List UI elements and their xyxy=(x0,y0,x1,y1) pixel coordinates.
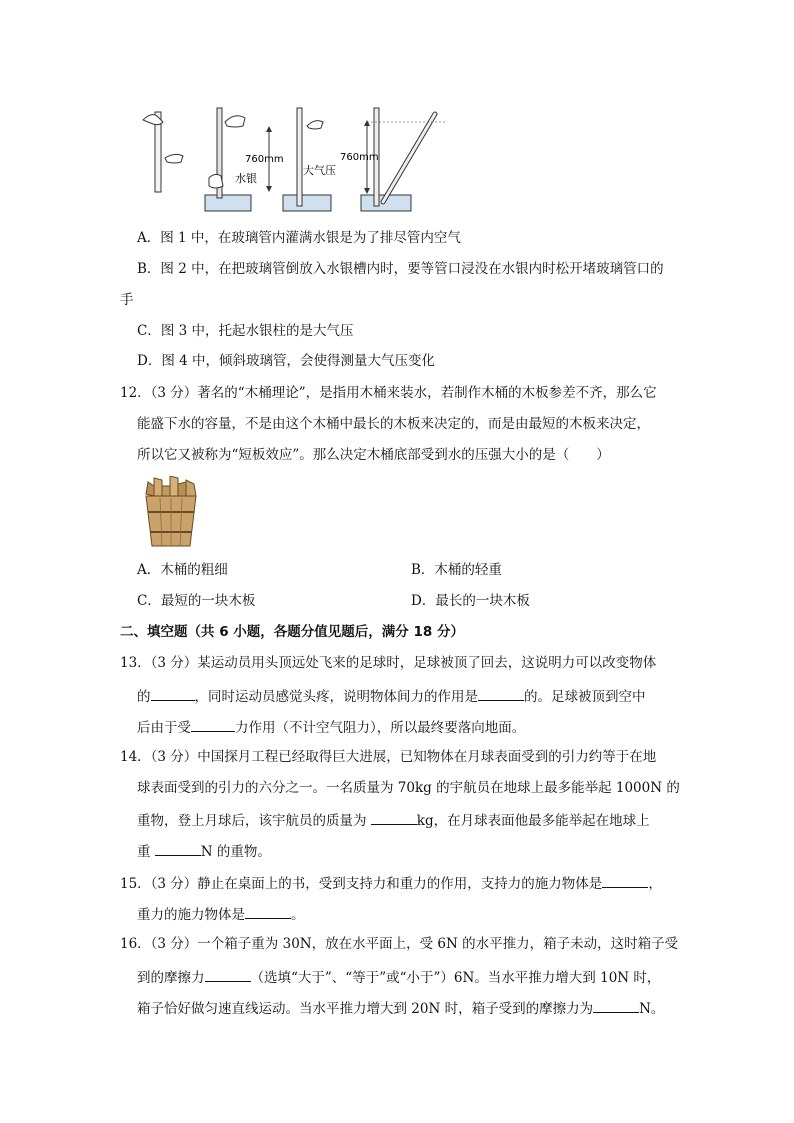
q16-text-c: 箱子恰好做匀速直线运动。当水平推力增大到 20N 时，箱子受到的摩擦力为 xyxy=(137,1001,594,1017)
q13-text-b: ，同时运动员感觉头疼，说明物体间力的作用是 xyxy=(194,689,478,705)
figure-panel-3 xyxy=(245,108,336,211)
q16-line-1: 16．（3 分）一个箱子重为 30N，放在水平面上，受 6N 的水平推力，箱子未动，这时箱子受 xyxy=(120,936,679,952)
q13-text-a: 的 xyxy=(137,689,151,705)
q11-option-c: C．图 3 中，托起水银柱的是大气压 xyxy=(137,323,354,339)
q16-line-2 xyxy=(137,967,660,987)
q13-text-d: 后由于受 xyxy=(137,720,191,736)
q15-line-2 xyxy=(137,904,305,924)
q12-option-a: A．木桶的粗细 xyxy=(137,562,228,578)
figure-panel-4 xyxy=(340,108,445,211)
torricelli-experiment-figure xyxy=(135,100,455,215)
q14-blank-1[interactable] xyxy=(371,810,417,825)
q16-text-b: （选填“大于”、“等于”或“小于”）6N。当水平推力增大到 10N 时， xyxy=(250,970,661,986)
q13-text-e: 力作用（不计空气阻力），所以最终要落向地面。 xyxy=(235,720,526,736)
wooden-bucket-illustration xyxy=(140,476,202,550)
q14-blank-2[interactable] xyxy=(155,841,201,856)
q15-text-c: 重力的施力物体是 xyxy=(137,907,245,923)
q12-option-c: C．最短的一块木板 xyxy=(137,593,256,609)
q12-option-b: B．木桶的轻重 xyxy=(411,562,502,578)
q13-blank-2[interactable] xyxy=(478,686,524,701)
q15-text-a: 15．（3 分）静止在桌面上的书，受到支持力和重力的作用，支持力的施力物体是 xyxy=(120,876,603,892)
label-760mm-a: 760mm xyxy=(245,154,284,165)
q13-text-c: 的。足球被顶到空中 xyxy=(524,689,646,705)
label-760mm-b: 760mm xyxy=(340,152,379,163)
q15-blank-1[interactable] xyxy=(602,873,648,888)
q14-line-2: 球表面受到的引力的六分之一。一名质量为 70kg 的宇航员在地球上最多能举起 1000N 的 xyxy=(137,780,680,796)
q16-text-a: 到的摩擦力 xyxy=(137,970,205,986)
q16-text-d: N。 xyxy=(639,1001,665,1017)
q14-line-3 xyxy=(137,810,650,830)
q11-option-b-cont: 手 xyxy=(120,292,134,308)
q13-blank-3[interactable] xyxy=(191,717,235,732)
q12-option-d: D．最长的一块木板 xyxy=(411,593,530,609)
q13-line-3 xyxy=(137,717,525,737)
figure-panel-1 xyxy=(143,112,183,192)
q11-option-d: D．图 4 中，倾斜玻璃管，会使得测量大气压变化 xyxy=(137,353,435,369)
q14-line-4 xyxy=(137,841,271,861)
q14-text-a: 重物，登上月球后，该宇航员的质量为 xyxy=(137,813,371,829)
q13-blank-1[interactable] xyxy=(151,686,195,701)
q14-text-c: 重 xyxy=(137,844,155,860)
q13-line-2 xyxy=(137,686,646,706)
q16-blank-1[interactable] xyxy=(205,967,251,982)
q15-text-b: ， xyxy=(648,876,662,892)
q11-option-b: B．图 2 中，在把玻璃管倒放入水银槽内时，要等管口浸没在水银内时松开堵玻璃管口的 xyxy=(137,261,664,277)
label-mercury: 水银 xyxy=(235,172,257,185)
q12-line-3: 所以它又被称为“短板效应”。那么决定木桶底部受到水的压强大小的是（ ） xyxy=(137,447,610,463)
label-atmospheric-pressure: 大气压 xyxy=(303,164,336,177)
q15-text-d: 。 xyxy=(291,907,305,923)
q14-text-b: kg，在月球表面他最多能举起在地球上 xyxy=(416,813,650,829)
q16-blank-2[interactable] xyxy=(593,998,639,1013)
q14-line-1: 14．（3 分）中国探月工程已经取得巨大进展，已知物体在月球表面受到的引力约等于在地 xyxy=(120,749,657,765)
q15-line-1 xyxy=(120,873,662,893)
q12-line-1: 12．（3 分）著名的“木桶理论”，是指用木桶来装水，若制作木桶的木板参差不齐，那么它 xyxy=(120,385,657,401)
section-2-heading: 二、填空题（共 6 小题，各题分值见题后，满分 18 分） xyxy=(120,624,464,640)
q13-line-1: 13．（3 分）某运动员用头顶远处飞来的足球时，足球被顶了回去，这说明力可以改变物体 xyxy=(120,655,657,671)
q16-line-3 xyxy=(137,998,664,1018)
q12-line-2: 能盛下水的容量，不是由这个木桶中最长的木板来决定的，而是由最短的木板来决定， xyxy=(137,416,650,432)
q15-blank-2[interactable] xyxy=(245,904,291,919)
q14-text-d: N 的重物。 xyxy=(200,844,271,860)
q11-option-a: A．图 1 中，在玻璃管内灌满水银是为了排尽管内空气 xyxy=(137,230,461,246)
